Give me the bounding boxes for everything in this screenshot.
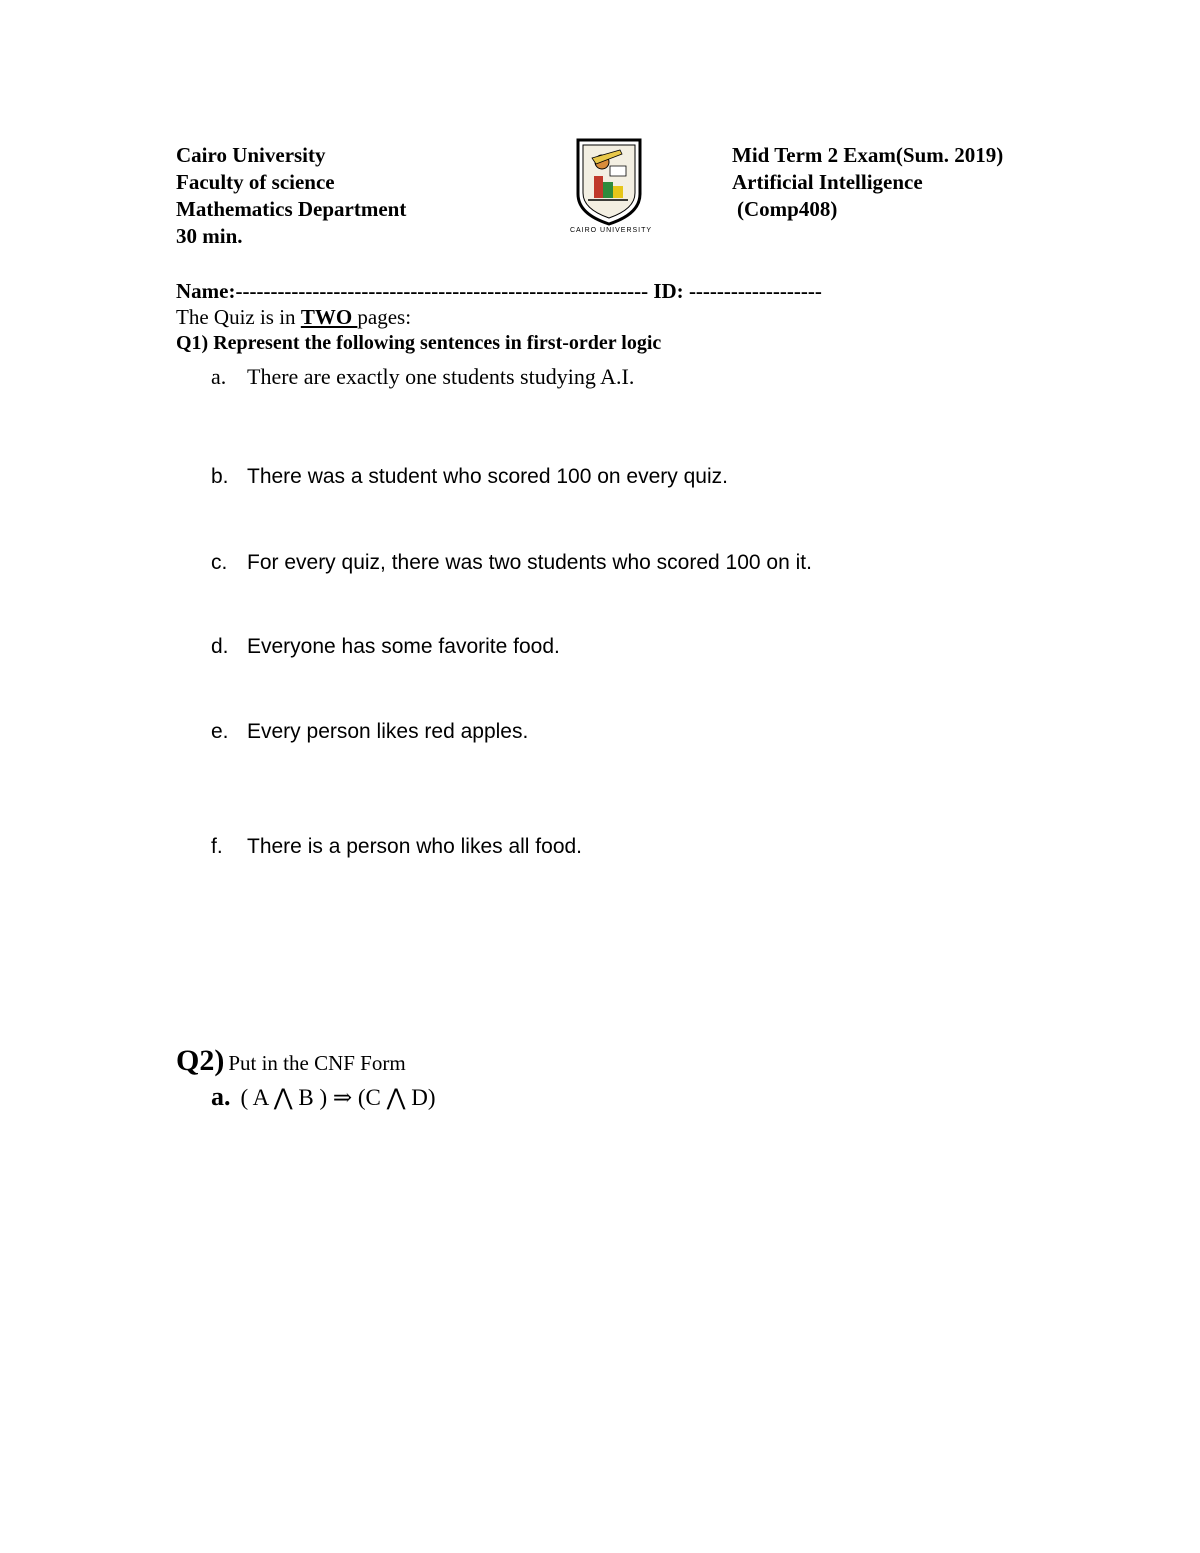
item-label: d. [211, 635, 229, 658]
svg-text:CAIRO UNIVERSITY: CAIRO UNIVERSITY [569, 227, 653, 234]
name-blank[interactable]: ----------------------------------------------------------- [235, 279, 649, 303]
item-label: a. [211, 1082, 231, 1111]
exam-duration: 30 min. [176, 224, 243, 248]
item-label: c. [211, 551, 228, 574]
exam-title: Mid Term 2 Exam(Sum. 2019) [732, 143, 1004, 167]
university-logo [566, 136, 656, 234]
q1-item-c [211, 551, 971, 579]
item-label: f. [211, 835, 223, 858]
item-text: Everyone has some favorite food. [247, 635, 560, 658]
q1-title: Q1) Represent the following sentences in first-order logic [176, 332, 662, 354]
item-text: There are exactly one students studying A.I. [247, 364, 635, 389]
q2-item-a [211, 1082, 436, 1112]
q2-title [176, 1044, 406, 1078]
item-label: b. [211, 465, 229, 488]
university-name: Cairo University [176, 143, 326, 167]
faculty-name: Faculty of science [176, 170, 335, 194]
item-text: There was a student who scored 100 on every quiz. [247, 465, 728, 488]
header-left [176, 142, 406, 250]
q1-item-a [211, 364, 911, 392]
q1-item-b [211, 465, 971, 493]
item-text: There is a person who likes all food. [247, 835, 583, 858]
q1-item-e [211, 720, 971, 748]
name-id-line [176, 278, 822, 305]
id-label: ID: [653, 279, 684, 303]
university-seal-icon [566, 136, 656, 234]
name-label: Name: [176, 279, 236, 303]
department-name: Mathematics Department [176, 197, 407, 221]
cnf-expression: ( A ⋀ B ) ⇒ (C ⋀ D) [240, 1085, 436, 1110]
course-name: Artificial Intelligence [732, 170, 923, 194]
header-right [732, 142, 1003, 223]
item-label: a. [211, 364, 227, 389]
q2-label: Q2) [176, 1044, 225, 1077]
item-text: Every person likes red apples. [247, 720, 529, 743]
quiz-pages-note: The Quiz is in TWO pages: [176, 305, 412, 329]
pages-emphasis: TWO [300, 305, 358, 329]
item-label: e. [211, 720, 229, 743]
course-code: (Comp408) [737, 197, 838, 221]
item-text: For every quiz, there was two students who scored 100 on it. [247, 551, 812, 574]
q1-item-f [211, 835, 971, 863]
id-blank[interactable]: ------------------- [688, 279, 822, 303]
q1-item-d [211, 635, 971, 663]
q2-instruction: Put in the CNF Form [228, 1051, 406, 1075]
